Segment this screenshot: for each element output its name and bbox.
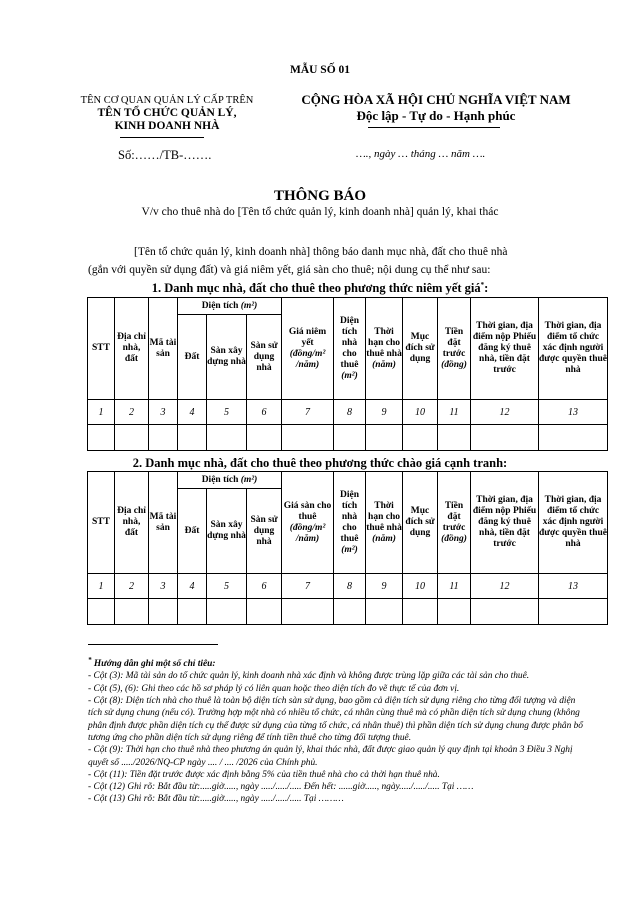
header-floor-price bbox=[282, 472, 334, 574]
header-address: Địa chỉ nhà, đất bbox=[115, 298, 149, 400]
column-number-row bbox=[88, 574, 608, 599]
header-floor-used: Sàn sử dụng nhà bbox=[247, 489, 282, 574]
header-asset-code: Mã tài sản bbox=[149, 472, 178, 574]
term-label: Thời hạn cho thuê nhà bbox=[366, 326, 402, 359]
col-number: 10 bbox=[403, 400, 438, 425]
header-floor-used: Sàn sử dụng nhà bbox=[247, 315, 282, 400]
header-deposit bbox=[438, 298, 471, 400]
area-unit: (m²) bbox=[240, 300, 258, 311]
footnote-separator bbox=[88, 644, 218, 645]
header-listed-price bbox=[282, 298, 334, 400]
deposit-label: Tiền đặt trước bbox=[442, 500, 466, 533]
empty-cell bbox=[207, 599, 247, 625]
empty-cell bbox=[366, 599, 403, 625]
empty-cell bbox=[403, 425, 438, 451]
guidance-item: - Cột (8): Diện tích nhà cho thuê là toàn bộ diện tích sàn sử dụng, bao gồm cả diện tích sử dụng riêng cho từng đối tượng và diện tích sử dụng chung (nếu có). Trường hợp một nhà có nhiều tổ chức, cá nhân cùng thuê mà có phần diện tích sử dụng chung (không phân định được phần diện tích cụ thể được sử dụng của từng tổ chức, cá nhân thuê) thì phần diện tích sử dụng chung được phân bổ tương ứng cho phần diện tích sử dụng riêng để tính tiền thuê cho từng đối tượng thuê. bbox=[88, 696, 583, 743]
guidance-item: - Cột (3): Mã tài sản do tổ chức quản lý, kinh doanh nhà xác định và không được trùng lặp giữa các tài sản cho thuê. bbox=[88, 671, 530, 682]
col-number: 12 bbox=[471, 574, 539, 599]
empty-cell bbox=[438, 425, 471, 451]
guidance-title: Hướng dẫn ghi một số chỉ tiêu: bbox=[93, 659, 216, 670]
header-deposit bbox=[438, 472, 471, 574]
empty-cell bbox=[539, 599, 608, 625]
guidance-item: - Cột (12) Ghi rõ: Bắt đầu từ:.....giờ....., ngày ...../...../..... Đến hết: ......giờ....., ngày...../...../..... Tại …… bbox=[88, 782, 474, 793]
header-registration: Thời gian, địa điểm nộp Phiếu đăng ký thuê nhà, tiền đặt trước bbox=[471, 472, 539, 574]
col-number: 13 bbox=[539, 400, 608, 425]
term-unit: (năm) bbox=[372, 359, 396, 370]
header-purpose: Mục đích sử dụng bbox=[403, 298, 438, 400]
price-label: Giá sàn cho thuê bbox=[283, 500, 332, 522]
col-number: 11 bbox=[438, 400, 471, 425]
term-unit: (năm) bbox=[372, 533, 396, 544]
intro-line-2: (gắn với quyền sử dụng đất) và giá niêm yết, giá sàn cho thuê; nội dung cụ thể như sau: bbox=[88, 264, 491, 276]
footnote-guidance bbox=[88, 654, 588, 806]
empty-cell bbox=[115, 599, 149, 625]
empty-cell bbox=[438, 599, 471, 625]
col-number: 1 bbox=[88, 574, 115, 599]
price-unit: (đồng/m² /năm) bbox=[289, 522, 326, 544]
col-number: 10 bbox=[403, 574, 438, 599]
table-row bbox=[88, 599, 608, 625]
header-address: Địa chỉ nhà, đất bbox=[115, 472, 149, 574]
col-number: 3 bbox=[149, 400, 178, 425]
table-row bbox=[88, 425, 608, 451]
header-rent-area bbox=[334, 298, 366, 400]
empty-cell bbox=[334, 425, 366, 451]
column-number-row bbox=[88, 400, 608, 425]
header-floor-built: Sàn xây dựng nhà bbox=[207, 489, 247, 574]
empty-cell bbox=[471, 425, 539, 451]
national-header bbox=[286, 92, 586, 124]
intro-paragraph bbox=[88, 243, 608, 279]
area-unit: (m²) bbox=[240, 474, 258, 485]
guidance-item: - Cột (13) Ghi rõ: Bắt đầu từ:.....giờ....., ngày ...../...../..... Tại ……… bbox=[88, 794, 344, 805]
empty-cell bbox=[178, 599, 207, 625]
nation-motto: Độc lập - Tự do - Hạnh phúc bbox=[356, 108, 516, 123]
deposit-unit: (đồng) bbox=[441, 359, 467, 370]
empty-cell bbox=[403, 599, 438, 625]
deposit-label: Tiền đặt trước bbox=[442, 326, 466, 359]
section-1-title: 1. Danh mục nhà, đất cho thuê theo phương thức niêm yết giá bbox=[151, 281, 481, 296]
empty-cell bbox=[88, 599, 115, 625]
intro-line-1: [Tên tổ chức quản lý, kinh doanh nhà] thông báo danh mục nhà, đất cho thuê nhà bbox=[134, 246, 508, 258]
price-label: Giá niêm yết bbox=[288, 326, 327, 348]
form-number: MẪU SỐ 01 bbox=[289, 64, 351, 76]
empty-cell bbox=[539, 425, 608, 451]
motto-underline bbox=[368, 127, 500, 128]
rent-area-unit: (m²) bbox=[341, 370, 358, 381]
empty-cell bbox=[247, 425, 282, 451]
document-title: THÔNG BÁO bbox=[273, 188, 367, 204]
empty-cell bbox=[366, 425, 403, 451]
col-number: 9 bbox=[366, 400, 403, 425]
empty-cell bbox=[115, 425, 149, 451]
listed-price-table bbox=[87, 297, 608, 451]
col-number: 12 bbox=[471, 400, 539, 425]
section-1-heading: 1. Danh mục nhà, đất cho thuê theo phương thức niêm yết giá*: bbox=[151, 281, 489, 296]
term-label: Thời hạn cho thuê nhà bbox=[366, 500, 402, 533]
col-number: 13 bbox=[539, 574, 608, 599]
parent-agency: TÊN CƠ QUAN QUẢN LÝ CẤP TRÊN bbox=[80, 95, 254, 106]
col-number: 7 bbox=[282, 574, 334, 599]
col-number: 4 bbox=[178, 574, 207, 599]
empty-cell bbox=[207, 425, 247, 451]
header-selection: Thời gian, địa điểm tổ chức xác định người được quyền thuê nhà bbox=[539, 298, 608, 400]
col-number: 8 bbox=[334, 400, 366, 425]
section-2-heading: 2. Danh mục nhà, đất cho thuê theo phương thức chào giá cạnh tranh: bbox=[132, 456, 508, 470]
date-line: …., ngày … tháng … năm …. bbox=[356, 148, 486, 160]
org-underline bbox=[120, 137, 204, 138]
col-number: 6 bbox=[247, 574, 282, 599]
document-subject: V/v cho thuê nhà do [Tên tổ chức quản lý, kinh doanh nhà] quản lý, khai thác bbox=[141, 206, 499, 218]
footnote-mark: * bbox=[88, 656, 92, 664]
header-asset-code: Mã tài sản bbox=[149, 298, 178, 400]
empty-cell bbox=[471, 599, 539, 625]
price-unit: (đồng/m² /năm) bbox=[289, 348, 326, 370]
nation-title: CỘNG HÒA XÃ HỘI CHỦ NGHĨA VIỆT NAM bbox=[301, 92, 571, 107]
empty-cell bbox=[334, 599, 366, 625]
organization-name-line2: KINH DOANH NHÀ bbox=[114, 120, 220, 132]
header-registration: Thời gian, địa điểm nộp Phiếu đăng ký thuê nhà, tiền đặt trước bbox=[471, 298, 539, 400]
header-stt: STT bbox=[88, 298, 115, 400]
rent-area-unit: (m²) bbox=[341, 544, 358, 555]
col-number: 3 bbox=[149, 574, 178, 599]
col-number: 11 bbox=[438, 574, 471, 599]
header-selection: Thời gian, địa điểm tổ chức xác định người được quyền thuê nhà bbox=[539, 472, 608, 574]
empty-cell bbox=[247, 599, 282, 625]
col-number: 5 bbox=[207, 574, 247, 599]
header-land: Đất bbox=[178, 315, 207, 400]
header-rent-area bbox=[334, 472, 366, 574]
header-floor-built: Sàn xây dựng nhà bbox=[207, 315, 247, 400]
header-term bbox=[366, 298, 403, 400]
header-area-group bbox=[178, 298, 282, 315]
header-stt: STT bbox=[88, 472, 115, 574]
col-number: 7 bbox=[282, 400, 334, 425]
col-number: 2 bbox=[115, 400, 149, 425]
guidance-item: - Cột (11): Tiền đặt trước được xác định bằng 5% của tiền thuê nhà cho cả thời hạn thuê nhà. bbox=[88, 769, 440, 780]
rent-area-label: Diện tích nhà cho thuê bbox=[340, 315, 360, 370]
issuing-organization bbox=[72, 94, 262, 133]
rent-area-label: Diện tích nhà cho thuê bbox=[340, 489, 360, 544]
empty-cell bbox=[149, 599, 178, 625]
empty-cell bbox=[149, 425, 178, 451]
area-label: Diện tích bbox=[201, 300, 239, 311]
competitive-bid-table bbox=[87, 471, 608, 625]
col-number: 5 bbox=[207, 400, 247, 425]
header-term bbox=[366, 472, 403, 574]
empty-cell bbox=[282, 425, 334, 451]
area-label: Diện tích bbox=[201, 474, 239, 485]
guidance-item: - Cột (5), (6): Ghi theo các hồ sơ pháp lý có liên quan hoặc theo diện tích đo vẽ thực tế của đơn vị. bbox=[88, 683, 460, 694]
col-number: 8 bbox=[334, 574, 366, 599]
col-number: 4 bbox=[178, 400, 207, 425]
empty-cell bbox=[178, 425, 207, 451]
header-land: Đất bbox=[178, 489, 207, 574]
col-number: 2 bbox=[115, 574, 149, 599]
deposit-unit: (đồng) bbox=[441, 533, 467, 544]
header-area-group bbox=[178, 472, 282, 489]
col-number: 1 bbox=[88, 400, 115, 425]
guidance-heading bbox=[88, 654, 588, 670]
header-purpose: Mục đích sử dụng bbox=[403, 472, 438, 574]
guidance-item: - Cột (9): Thời hạn cho thuê nhà theo phương án quản lý, khai thác nhà, đất được giao quản lý quy định tại khoản 3 Điều 3 Nghị quyết số ...../2026/NQ-CP ngày .... / .... /2026 của Chính phủ. bbox=[88, 745, 573, 768]
organization-name-line1: TÊN TỔ CHỨC QUẢN LÝ, bbox=[97, 107, 237, 119]
empty-cell bbox=[88, 425, 115, 451]
footnote-mark: * bbox=[480, 281, 485, 289]
document-number: Số:……/TB-……. bbox=[118, 148, 212, 162]
col-number: 9 bbox=[366, 574, 403, 599]
col-number: 6 bbox=[247, 400, 282, 425]
empty-cell bbox=[282, 599, 334, 625]
